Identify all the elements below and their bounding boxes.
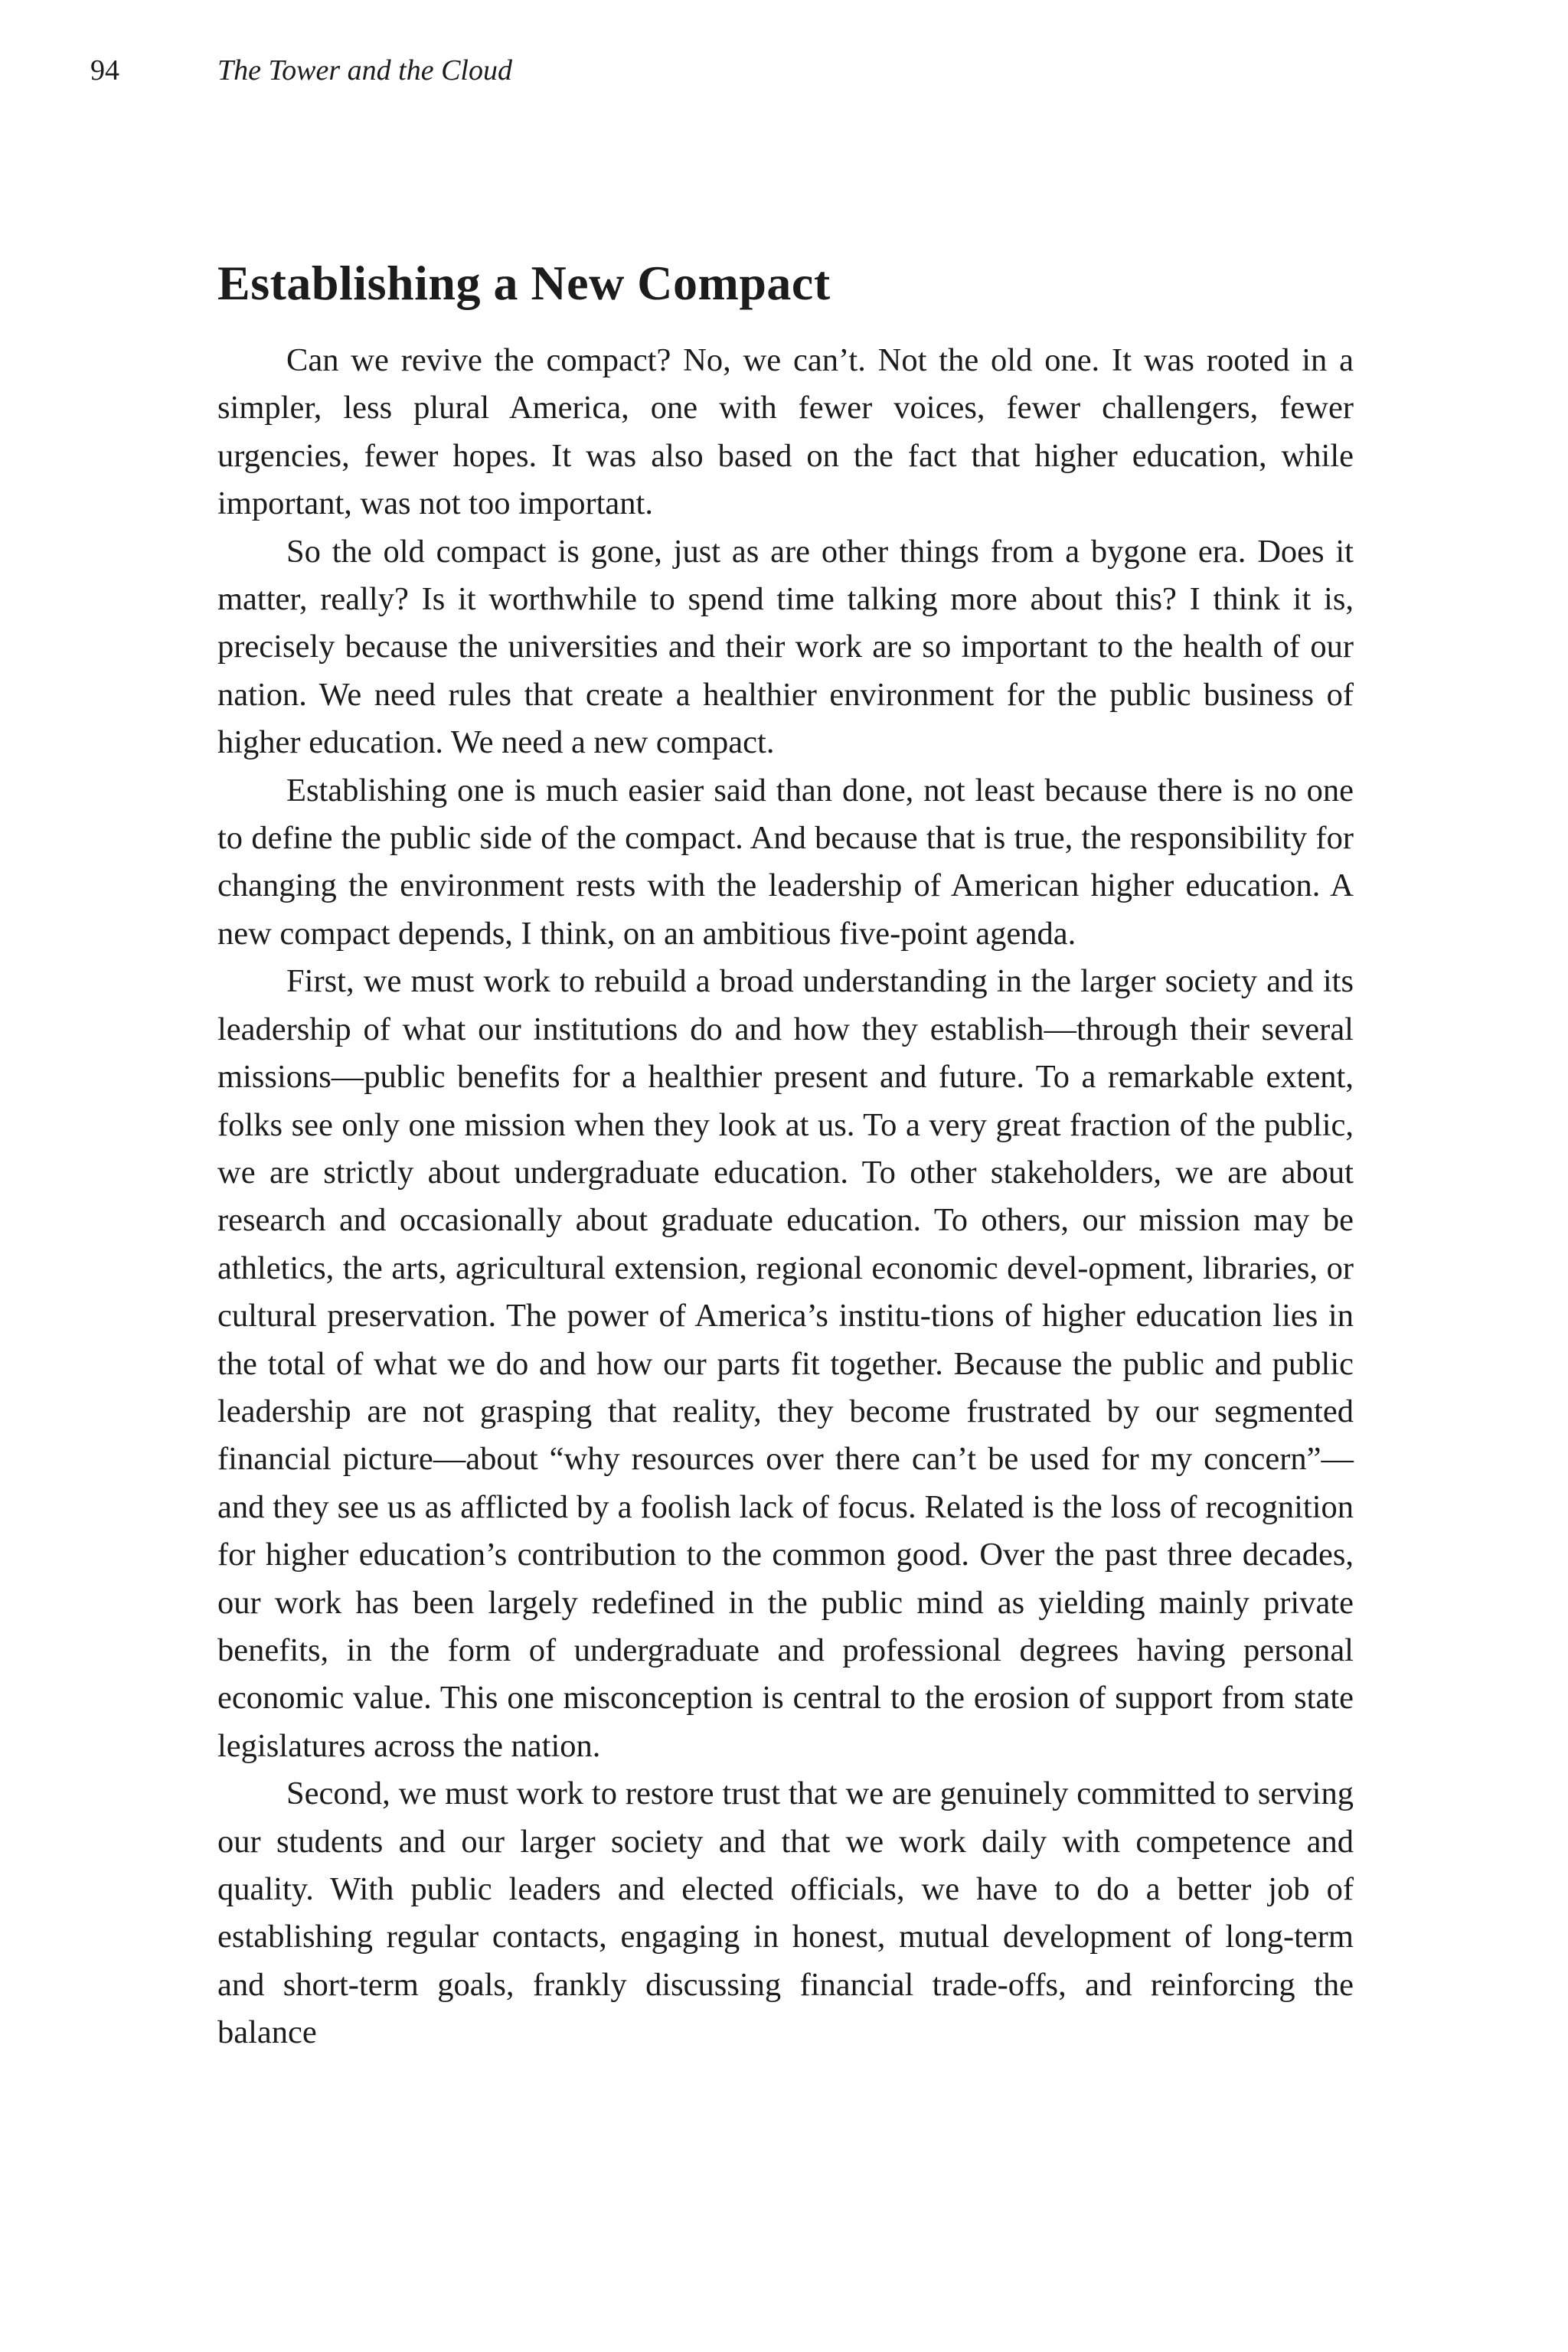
- page-number: 94: [90, 54, 119, 87]
- section-heading: Establishing a New Compact: [217, 256, 831, 310]
- book-title: The Tower and the Cloud: [217, 54, 512, 87]
- paragraph: So the old compact is gone, just as are other things from a bygone era. Does it matter, really? Is it worthwhile to spend time talking more about this? I think it is, precisely because the universities and their work are so important to the health of our nation. We need rules that create a healthier environment for the public business of higher education. We need a new compact.: [217, 533, 1354, 761]
- paragraph: Establishing one is much easier said than done, not least because there is no one to define the public side of the compact. And because that is true, the responsibility for changing the environment rests with the leadership of American higher education. A new compact depends, I think, on an ambitious five-point agenda.: [217, 772, 1354, 952]
- paragraph: First, we must work to rebuild a broad understanding in the larger society and its leadership of what our institutions do and how they establish—through their several missions—public benefits for a healthier present and future. To a remarkable extent, folks see only one mission when they look at us. To a very great fraction of the public, we are strictly about undergraduate education. To other stakeholders, we are about research and occasionally about graduate education. To others, our mission may be athletics, the arts, agricultural extension, regional economic devel-opment, libraries, or cultural preservation. The power of America’s institu-tions of higher education lies in the total of what we do and how our parts fit together. Because the public and public leadership are not grasping that reality, they become frustrated by our segmented financial picture—about “why resources over there can’t be used for my concern”—and they see us as afflicted by a foolish lack of focus. Related is the loss of recognition for higher education’s contribution to the common good. Over the past three decades, our work has been largely redefined in the public mind as yielding mainly private benefits, in the form of undergraduate and professional degrees having personal economic value. This one misconception is central to the erosion of support from state legislatures across the nation.: [217, 963, 1354, 1764]
- paragraph: Second, we must work to restore trust that we are genuinely committed to serving our students and our larger society and that we work daily with competence and quality. With public leaders and elected officials, we have to do a better job of establishing regular contacts, engaging in honest, mutual development of long-term and short-term goals, frankly discussing financial trade-offs, and reinforcing the balance: [217, 1775, 1354, 2051]
- paragraph: Can we revive the compact? No, we can’t. Not the old one. It was rooted in a simpler, less plural America, one with fewer voices, fewer challengers, fewer urgencies, fewer hopes. It was also based on the fact that higher education, while important, was not too important.: [217, 342, 1354, 522]
- body-text: [217, 337, 1354, 2057]
- running-header: [0, 47, 1568, 93]
